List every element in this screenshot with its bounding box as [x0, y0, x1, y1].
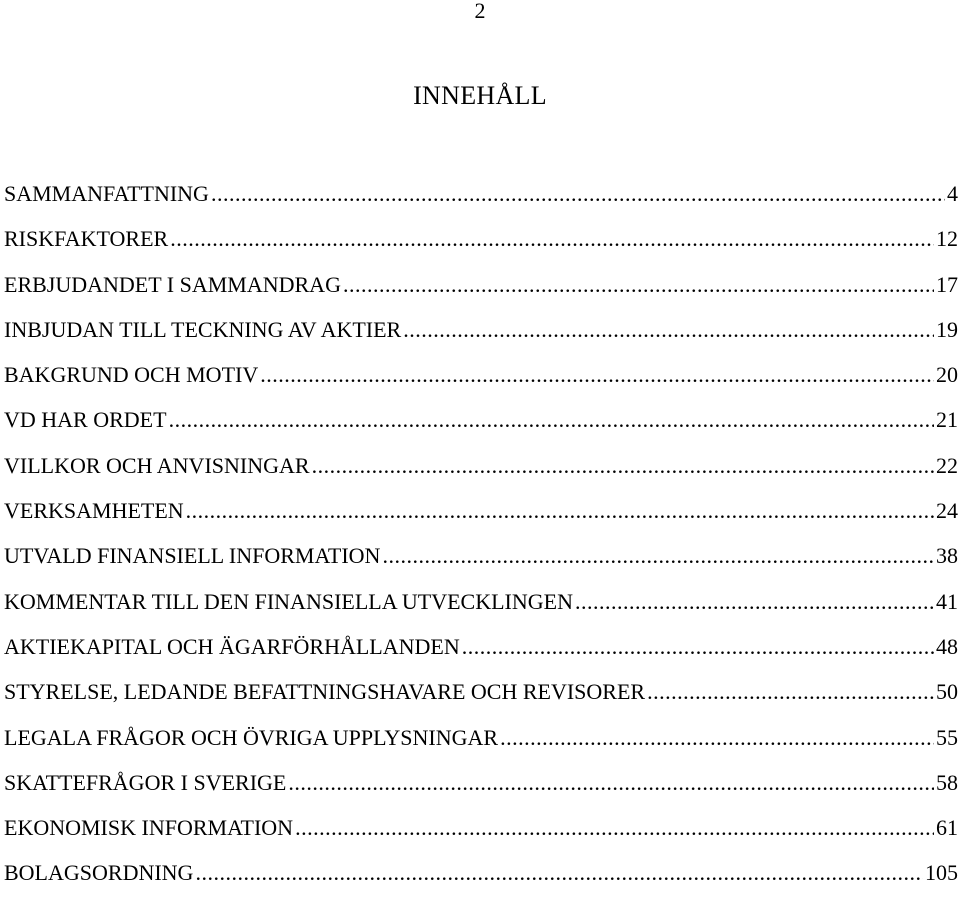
toc-entry-page: 12 [936, 226, 958, 252]
toc-entry-label: VD HAR ORDET [4, 407, 167, 433]
toc-entry-skattefragor[interactable] [4, 760, 958, 805]
toc-entry-page: 48 [936, 633, 958, 659]
toc-entry-vd-har-ordet[interactable] [4, 397, 958, 442]
toc-entry-page: 19 [936, 316, 958, 342]
toc-entry-label: SKATTEFRÅGOR I SVERIGE [4, 769, 287, 795]
toc-entry-page: 41 [936, 588, 958, 614]
toc-entry-bakgrund[interactable] [4, 352, 958, 397]
toc-entry-page: 58 [936, 769, 958, 795]
toc-entry-verksamheten[interactable] [4, 488, 958, 533]
toc-title: INNEHÅLL [413, 81, 547, 110]
toc-entry-label: BOLAGSORDNING [4, 860, 194, 886]
toc-entry-label: STYRELSE, LEDANDE BEFATTNINGSHAVARE OCH REVISORER [4, 679, 646, 705]
dot-leader [462, 624, 934, 669]
dot-leader [343, 262, 934, 307]
dot-leader [575, 579, 934, 624]
toc-entry-villkor[interactable] [4, 443, 958, 488]
dot-leader [382, 533, 934, 578]
toc-entry-label: ERBJUDANDET I SAMMANDRAG [4, 271, 341, 297]
toc-entry-label: AKTIEKAPITAL OCH ÄGARFÖRHÅLLANDEN [4, 633, 460, 659]
dot-leader [186, 488, 934, 533]
toc-entry-bolagsordning[interactable] [4, 850, 958, 895]
toc-entry-page: 105 [925, 860, 958, 886]
dot-leader [647, 669, 934, 714]
toc-entry-sammanfattning[interactable] [4, 171, 958, 216]
toc-entry-inbjudan[interactable] [4, 307, 958, 352]
dot-leader [169, 397, 934, 442]
toc-entry-utvald-finansiell[interactable] [4, 533, 958, 578]
dot-leader [170, 216, 934, 261]
toc-entry-page: 24 [936, 498, 958, 524]
toc-entry-label: SAMMANFATTNING [4, 181, 209, 206]
dot-leader [295, 805, 934, 850]
dot-leader [288, 760, 934, 805]
toc-entry-label: BAKGRUND OCH MOTIV [4, 362, 259, 388]
toc-entry-label: VERKSAMHETEN [4, 498, 184, 524]
toc-entry-label: LEGALA FRÅGOR OCH ÖVRIGA UPPLYSNINGAR [4, 724, 499, 750]
toc-entry-page: 4 [947, 181, 958, 206]
toc-entry-page: 21 [936, 407, 958, 433]
toc-entry-label: RISKFAKTORER [4, 226, 169, 252]
toc-entry-kommentar[interactable] [4, 579, 958, 624]
toc-entry-ekonomisk-information[interactable] [4, 805, 958, 850]
toc-entry-legala-fragor[interactable] [4, 715, 958, 760]
toc-entry-aktiekapital[interactable] [4, 624, 958, 669]
toc-entry-page: 50 [936, 679, 958, 705]
toc-entry-label: EKONOMISK INFORMATION [4, 815, 294, 841]
dot-leader [500, 715, 934, 760]
dot-leader [211, 171, 945, 216]
toc-entry-riskfaktorer[interactable] [4, 216, 958, 261]
toc-entry-page: 61 [936, 815, 958, 841]
toc-entry-label: KOMMENTAR TILL DEN FINANSIELLA UTVECKLINGEN [4, 588, 573, 614]
toc-entry-page: 38 [936, 543, 958, 569]
toc-entry-page: 55 [936, 724, 958, 750]
toc-entry-page: 22 [936, 452, 958, 478]
dot-leader [403, 307, 934, 352]
toc-entry-page: 17 [936, 271, 958, 297]
dot-leader [260, 352, 934, 397]
dot-leader [312, 443, 934, 488]
toc-entry-label: UTVALD FINANSIELL INFORMATION [4, 543, 381, 569]
toc-entry-erbjudandet[interactable] [4, 262, 958, 307]
table-of-contents [4, 171, 958, 896]
toc-entry-styrelse[interactable] [4, 669, 958, 714]
toc-entry-label: INBJUDAN TILL TECKNING AV AKTIER [4, 316, 402, 342]
toc-entry-label: VILLKOR OCH ANVISNINGAR [4, 452, 310, 478]
dot-leader [195, 850, 923, 895]
page-number: 2 [474, 0, 486, 23]
toc-entry-page: 20 [936, 362, 958, 388]
